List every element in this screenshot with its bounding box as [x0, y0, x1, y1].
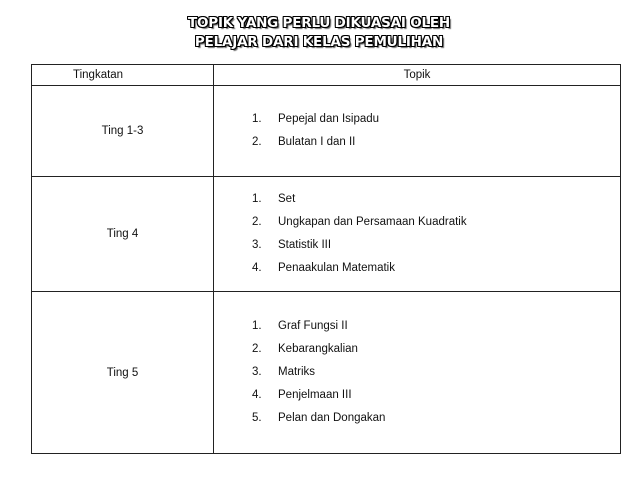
item-text: Penaakulan Matematik — [278, 262, 395, 274]
list-item — [252, 257, 620, 280]
table-row — [32, 292, 621, 454]
title-line-1: TOPIK YANG PERLU DIKUASAI OLEH — [187, 15, 450, 31]
topic-list — [252, 188, 620, 280]
item-text: Matriks — [278, 366, 316, 378]
list-item — [252, 131, 620, 154]
title-line-2: PELAJAR DARI KELAS PEMULIHAN — [194, 34, 444, 50]
topic-cell — [214, 292, 621, 454]
item-number: 1. — [252, 193, 262, 205]
item-number: 3. — [252, 239, 262, 251]
item-number: 4. — [252, 262, 262, 274]
topic-cell — [214, 177, 621, 292]
level-cell: Ting 1-3 — [32, 86, 214, 177]
list-item — [252, 188, 620, 211]
list-item — [252, 361, 620, 384]
item-text: Ungkapan dan Persamaan Kuadratik — [278, 216, 467, 228]
item-number: 2. — [252, 136, 262, 148]
table-row — [32, 86, 621, 177]
item-text: Set — [278, 193, 296, 205]
item-number: 4. — [252, 389, 262, 401]
item-text: Pelan dan Dongakan — [278, 412, 386, 424]
item-text: Bulatan I dan II — [278, 136, 356, 148]
item-number: 2. — [252, 343, 262, 355]
item-text: Kebarangkalian — [278, 343, 358, 355]
list-item — [252, 338, 620, 361]
item-text: Pepejal dan Isipadu — [278, 113, 380, 125]
level-cell: Ting 5 — [32, 292, 214, 454]
level-cell: Ting 4 — [32, 177, 214, 292]
page-title — [0, 14, 638, 52]
table-header-row — [32, 65, 621, 86]
header-topic: Topik — [214, 65, 621, 86]
list-item — [252, 384, 620, 407]
item-number: 1. — [252, 113, 262, 125]
list-item — [252, 234, 620, 257]
list-item — [252, 108, 620, 131]
topics-table — [31, 64, 621, 454]
item-text: Penjelmaan III — [278, 389, 352, 401]
item-number: 3. — [252, 366, 262, 378]
topic-list — [252, 108, 620, 154]
item-number: 5. — [252, 412, 262, 424]
item-number: 1. — [252, 320, 262, 332]
list-item — [252, 211, 620, 234]
topic-cell — [214, 86, 621, 177]
table-row — [32, 177, 621, 292]
topic-list — [252, 315, 620, 430]
header-level: Tingkatan — [32, 65, 214, 86]
list-item — [252, 407, 620, 430]
list-item — [252, 315, 620, 338]
item-number: 2. — [252, 216, 262, 228]
item-text: Statistik III — [278, 239, 332, 251]
item-text: Graf Fungsi II — [278, 320, 348, 332]
